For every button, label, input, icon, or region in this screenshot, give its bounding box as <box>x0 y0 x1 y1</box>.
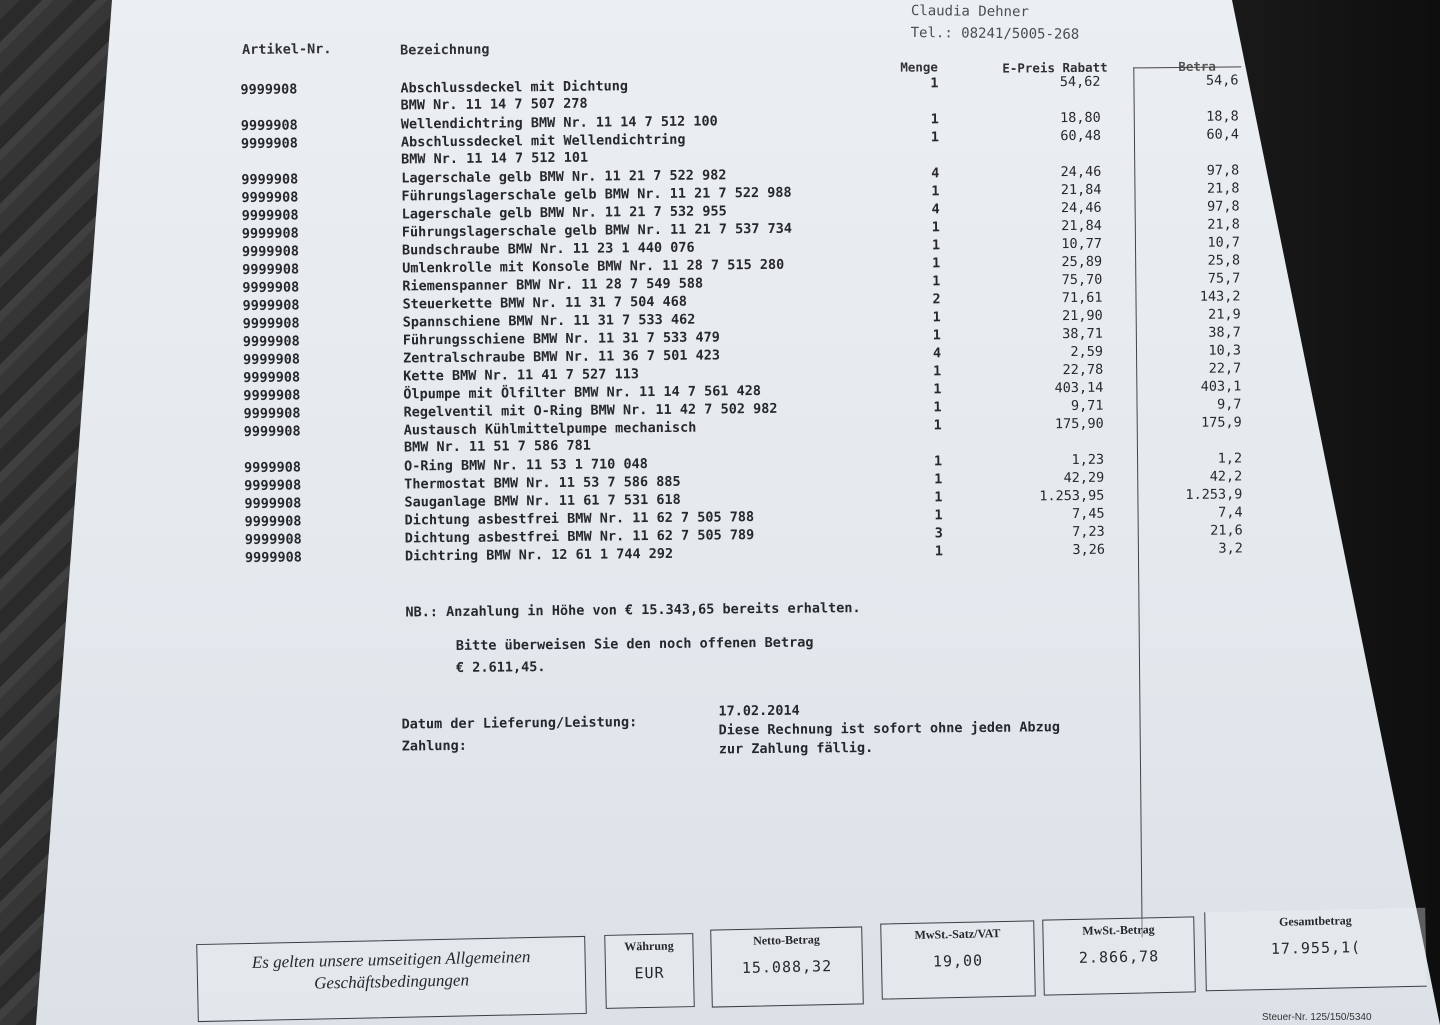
lieferung-datum: 17.02.2014 <box>718 702 800 720</box>
e-preis: 71,61 <box>1061 289 1103 307</box>
betrag: 25,8 <box>1207 252 1241 269</box>
steuer-nummer: Steuer-Nr. 125/150/5340 <box>1262 1012 1372 1023</box>
menge: 4 <box>931 165 940 182</box>
menge: 1 <box>933 417 942 434</box>
mwst-satz-label: MwSt.-Satz/VAT <box>914 926 1001 942</box>
bezeichnung: Führungslagerschale gelb BMW Nr. 11 21 7 522 988 <box>401 184 792 205</box>
e-preis: 22,78 <box>1062 361 1104 379</box>
e-preis: 24,46 <box>1060 163 1102 181</box>
bezeichnung: Lagerschale gelb BMW Nr. 11 21 7 522 982 <box>401 167 727 187</box>
menge: 1 <box>930 111 939 128</box>
bezeichnung: Bundschraube BMW Nr. 11 23 1 440 076 <box>401 239 695 259</box>
artikel-nr: 9999908 <box>244 495 302 512</box>
artikel-nr: 9999908 <box>244 549 302 566</box>
artikel-nr: 9999908 <box>243 423 301 440</box>
bezeichnung: Ölpumpe mit Ölfilter BMW Nr. 11 14 7 561 428 <box>403 383 762 403</box>
betrag: 18,8 <box>1206 108 1239 125</box>
gesamt-label: Gesamtbetrag <box>1278 913 1352 929</box>
e-preis: 21,90 <box>1061 307 1103 325</box>
bezeichnung: Sauganlage BMW Nr. 11 61 7 531 618 <box>404 491 681 511</box>
artikel-nr: 9999908 <box>242 279 300 296</box>
bezeichnung: Riemenspanner BMW Nr. 11 28 7 549 588 <box>402 275 704 295</box>
e-preis: 3,26 <box>1072 541 1105 559</box>
e-preis: 403,14 <box>1054 379 1104 397</box>
bezeichnung: Führungsschiene BMW Nr. 11 31 7 533 479 <box>402 329 720 349</box>
e-preis: 38,71 <box>1062 325 1103 343</box>
agb-box <box>196 936 587 1022</box>
artikel-nr: 9999908 <box>243 369 301 386</box>
betrag: 42,2 <box>1209 468 1243 485</box>
waehrung-label: Währung <box>624 938 674 954</box>
e-preis: 2,59 <box>1070 343 1104 361</box>
agb-line-1: Es gelten unsere umseitigen Allgemeinen <box>251 947 531 972</box>
bezeichnung: Kette BMW Nr. 11 41 7 527 113 <box>403 366 639 385</box>
gesamt-value: 17.955,1( <box>1270 938 1362 958</box>
artikel-nr: 9999908 <box>242 351 301 368</box>
betrag: 21,8 <box>1207 216 1240 233</box>
contact-phone: Tel.: 08241/5005-268 <box>910 24 1080 43</box>
bezeichnung: Dichtung asbestfrei BMW Nr. 11 62 7 505 788 <box>404 509 755 529</box>
artikel-nr: 9999908 <box>241 225 299 242</box>
artikel-nr: 9999908 <box>242 261 300 278</box>
betrag: 175,9 <box>1200 414 1242 431</box>
col-artikel: Artikel-Nr. <box>241 41 332 58</box>
artikel-nr: 9999908 <box>244 459 302 476</box>
artikel-nr: 9999908 <box>240 135 298 152</box>
bezeichnung: Umlenkrolle mit Konsole BMW Nr. 11 28 7 515 280 <box>402 256 785 277</box>
e-preis: 42,29 <box>1063 469 1105 487</box>
betrag: 22,7 <box>1208 360 1242 377</box>
betrag: 9,7 <box>1217 396 1242 413</box>
agb-line-2: Geschäftsbedingungen <box>313 970 470 993</box>
offener-betrag: € 2.611,45. <box>455 659 546 676</box>
betrag: 7,4 <box>1218 504 1243 521</box>
e-preis: 9,71 <box>1070 397 1104 415</box>
betrag: 38,7 <box>1208 324 1241 341</box>
bezeichnung-line-2: BMW Nr. 11 14 7 507 278 <box>400 95 588 114</box>
e-preis: 54,62 <box>1059 73 1101 91</box>
mwst-betrag-label: MwSt.-Betrag <box>1082 922 1155 938</box>
e-preis: 21,84 <box>1060 181 1102 199</box>
zahlung-text-2: zur Zahlung fällig. <box>718 739 874 758</box>
betrag: 3,2 <box>1218 540 1243 557</box>
e-preis: 18,80 <box>1060 109 1101 127</box>
mwst-betrag-value: 2.866,78 <box>1078 947 1160 967</box>
betrag: 75,7 <box>1207 270 1241 287</box>
betrag: 1.253,9 <box>1185 486 1243 503</box>
menge: 1 <box>932 309 941 326</box>
bezeichnung: Thermostat BMW Nr. 11 53 7 586 885 <box>404 473 681 493</box>
mwst-satz-value: 19,00 <box>932 951 984 971</box>
betrag: 10,3 <box>1208 342 1242 359</box>
betrag: 143,2 <box>1199 288 1241 305</box>
bezeichnung: Steuerkette BMW Nr. 11 31 7 504 468 <box>402 293 688 313</box>
e-preis: 175,90 <box>1054 415 1104 433</box>
col-bezeichnung: Bezeichnung <box>400 41 490 59</box>
menge: 1 <box>932 327 941 344</box>
artikel-nr: 9999908 <box>244 531 302 548</box>
artikel-nr: 9999908 <box>240 117 298 134</box>
menge: 1 <box>934 543 944 560</box>
waehrung-value: EUR <box>634 963 665 983</box>
menge: 4 <box>932 345 942 362</box>
bezeichnung: Dichtung asbestfrei BMW Nr. 11 62 7 505 789 <box>404 527 755 547</box>
bezeichnung: Abschlussdeckel mit Dichtung <box>400 78 629 97</box>
bezeichnung: Regelventil mit O-Ring BMW Nr. 11 42 7 502 982 <box>403 400 778 421</box>
e-preis: 25,89 <box>1061 253 1103 271</box>
bezeichnung: Lagerschale gelb BMW Nr. 11 21 7 532 955 <box>401 203 727 223</box>
menge: 4 <box>931 201 940 218</box>
menge: 1 <box>933 399 942 416</box>
artikel-nr: 9999908 <box>242 297 300 314</box>
betrag: 10,7 <box>1207 234 1241 251</box>
bezeichnung-line-2: BMW Nr. 11 51 7 586 781 <box>403 437 591 456</box>
col-epreis: E-Preis Rabatt <box>1002 59 1108 76</box>
artikel-nr: 9999908 <box>243 405 301 422</box>
artikel-nr: 9999908 <box>241 243 299 260</box>
bezeichnung: Austausch Kühlmittelpumpe mechanisch <box>403 419 697 439</box>
lieferung-label: Datum der Lieferung/Leistung: <box>401 714 638 733</box>
betrag: 403,1 <box>1200 378 1242 395</box>
menge: 2 <box>932 291 941 308</box>
bitte-text: Bitte überweisen Sie den noch offenen Betrag <box>455 634 814 654</box>
artikel-nr: 9999908 <box>241 189 299 206</box>
contact-name: Claudia Dehner <box>910 2 1029 21</box>
e-preis: 7,45 <box>1071 505 1105 523</box>
bezeichnung: O-Ring BMW Nr. 11 53 1 710 048 <box>404 456 648 475</box>
zahlung-text-1: Diese Rechnung ist sofort ohne jeden Abzug <box>718 719 1061 739</box>
menge: 1 <box>931 219 940 236</box>
menge: 1 <box>933 453 943 470</box>
zahlung-label: Zahlung: <box>401 737 467 755</box>
menge: 1 <box>930 129 940 146</box>
bezeichnung-line-2: BMW Nr. 11 14 7 512 101 <box>401 149 589 168</box>
mwst-satz-box <box>880 920 1036 999</box>
artikel-nr: 9999908 <box>241 171 299 188</box>
e-preis: 21,84 <box>1061 217 1102 235</box>
betrag: 1,2 <box>1217 450 1243 467</box>
menge: 1 <box>931 183 940 200</box>
artikel-nr: 9999908 <box>242 315 300 332</box>
betrag: 21,6 <box>1210 522 1243 539</box>
artikel-nr: 9999908 <box>241 207 299 224</box>
e-preis: 1,23 <box>1071 451 1105 469</box>
e-preis: 7,23 <box>1072 523 1105 541</box>
e-preis: 10,77 <box>1061 235 1103 253</box>
menge: 1 <box>933 381 942 398</box>
menge: 1 <box>934 489 943 506</box>
artikel-nr: 9999908 <box>240 81 298 98</box>
menge: 1 <box>934 471 943 488</box>
e-preis: 24,46 <box>1060 199 1102 217</box>
bezeichnung: Abschlussdeckel mit Wellendichtring <box>400 131 686 151</box>
bezeichnung: Führungslagerschale gelb BMW Nr. 11 21 7 537 734 <box>401 220 793 241</box>
netto-value: 15.088,32 <box>741 957 833 977</box>
e-preis: 60,48 <box>1060 127 1102 145</box>
agb-text <box>197 937 585 997</box>
netto-box <box>710 926 864 1007</box>
artikel-nr: 9999908 <box>244 513 302 530</box>
menge: 1 <box>932 255 941 272</box>
e-preis: 75,70 <box>1061 271 1103 289</box>
menge: 1 <box>930 75 939 92</box>
anzahlung-text: NB.: Anzahlung in Höhe von € 15.343,65 bereits erhalten. <box>405 600 861 621</box>
menge: 1 <box>932 273 941 290</box>
menge: 1 <box>934 507 943 524</box>
bezeichnung: Zentralschraube BMW Nr. 11 36 7 501 423 <box>402 347 721 367</box>
e-preis: 1.253,95 <box>1039 487 1105 505</box>
bezeichnung: Dichtring BMW Nr. 12 61 1 744 292 <box>404 545 674 565</box>
menge: 3 <box>934 525 943 542</box>
bezeichnung: Spannschiene BMW Nr. 11 31 7 533 462 <box>402 311 696 331</box>
bezeichnung: Wellendichtring BMW Nr. 11 14 7 512 100 <box>400 113 718 133</box>
menge: 1 <box>931 237 941 254</box>
betrag: 97,8 <box>1206 162 1240 179</box>
netto-label: Netto-Betrag <box>752 932 820 948</box>
betrag: 97,8 <box>1207 198 1240 215</box>
mwst-betrag-box <box>1042 916 1196 995</box>
betrag: 21,8 <box>1206 180 1240 197</box>
artikel-nr: 9999908 <box>242 333 300 350</box>
betrag: 54,6 <box>1205 72 1239 89</box>
col-betrag: Betra <box>1178 58 1216 74</box>
betrag: 60,4 <box>1206 126 1240 143</box>
waehrung-box <box>604 933 695 1009</box>
gesamt-box <box>1204 908 1427 992</box>
artikel-nr: 9999908 <box>244 477 302 494</box>
artikel-nr: 9999908 <box>243 387 301 404</box>
col-menge: Menge <box>900 59 938 75</box>
menge: 1 <box>933 363 942 380</box>
betrag: 21,9 <box>1208 306 1241 323</box>
